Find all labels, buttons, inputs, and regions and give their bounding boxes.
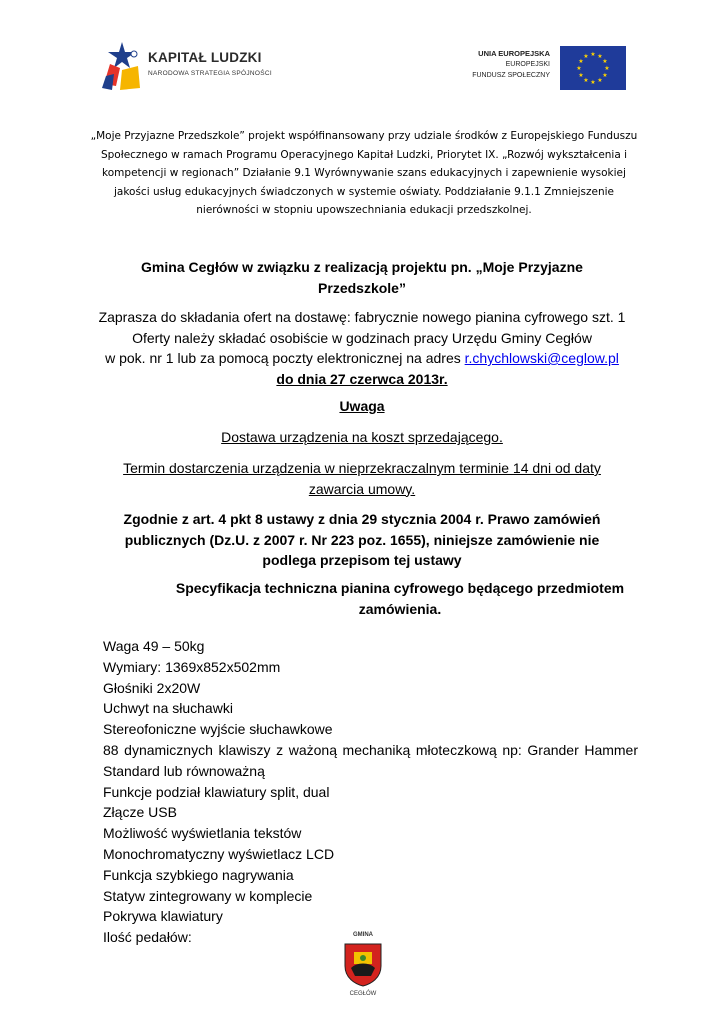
kapital-ludzki-emblem-icon — [100, 40, 144, 92]
eu-logo — [456, 46, 626, 92]
svg-text:★: ★ — [583, 77, 589, 84]
list-item: Stereofoniczne wyjście słuchawkowe — [103, 721, 333, 738]
specification-title: Specyfikacja techniczna pianina cyfrowego będącego przedmiotem zamówienia. — [175, 580, 625, 617]
list-item: Głośniki 2x20W — [103, 679, 201, 696]
list-item: 88 dynamicznych klawiszy z ważoną mechaniką młoteczkową np: Grander Hammer Standard lub równoważną — [103, 741, 638, 779]
list-item: Wymiary: 1369x852x502mm — [103, 658, 281, 675]
invitation-block — [60, 307, 664, 389]
eu-fund-label: FUNDUSZ SPOŁECZNY — [472, 72, 550, 79]
crest-shield-icon — [343, 942, 383, 988]
list-item: Uchwyt na słuchawki — [103, 700, 233, 717]
notice-title: Uwaga — [339, 398, 385, 414]
kapital-ludzki-subtitle: NARODOWA STRATEGIA SPÓJNOŚCI — [148, 70, 272, 77]
list-item: Funkcja szybkiego nagrywania — [103, 866, 294, 883]
eu-union-label: UNIA EUROPEJSKA — [478, 49, 550, 58]
crest-top-label: GMINA — [353, 932, 373, 938]
email-link[interactable]: r.chychlowski@ceglow.pl — [464, 350, 619, 366]
list-item: Monochromatyczny wyświetlacz LCD — [103, 845, 335, 862]
eu-flag-icon — [560, 46, 626, 90]
svg-text:★: ★ — [583, 53, 589, 60]
invitation-line-2: Oferty należy składać osobiście w godzinach pracy Urzędu Gminy Cegłów — [132, 329, 592, 346]
list-item: Możliwość wyświetlania tekstów — [103, 825, 302, 842]
delivery-term-notice: Termin dostarczenia urządzenia w nieprzekraczalnym terminie 14 dni od daty zawarcia umowy. — [123, 460, 601, 497]
svg-text:★: ★ — [590, 51, 596, 58]
svg-text:★: ★ — [590, 79, 596, 86]
list-item: Funkcje podział klawiatury split, dual — [103, 783, 330, 800]
kapital-ludzki-title: KAPITAŁ LUDZKI — [148, 50, 262, 65]
invitation-address-text: w pok. nr 1 lub za pomocą poczty elektronicznej na adres — [105, 350, 461, 366]
gmina-ceglow-crest — [334, 932, 392, 1004]
legal-basis-paragraph: Zgodnie z art. 4 pkt 8 ustawy z dnia 29 stycznia 2004 r. Prawo zamówień publicznych (Dz.U. z 2007 r. Nr 223 poz. 1655), niniejsze zamówienie nie podlega przepisom tej ustawy — [123, 511, 601, 568]
delivery-notice: Dostawa urządzenia na koszt sprzedającego. — [221, 429, 503, 445]
crest-bottom-label: CEGŁÓW — [349, 991, 377, 997]
announcement-heading: Gmina Cegłów w związku z realizacją projektu pn. „Moje Przyjazne Przedszkole” — [141, 259, 583, 296]
svg-text:★: ★ — [604, 65, 610, 72]
list-item: Statyw zintegrowany w komplecie — [103, 887, 313, 904]
svg-text:★: ★ — [578, 72, 584, 79]
svg-text:★: ★ — [602, 58, 608, 65]
svg-text:★: ★ — [597, 53, 603, 60]
invitation-line-3 — [60, 348, 664, 369]
project-intro-paragraph: „Moje Przyjazne Przedszkole” projekt współfinansowany przy udziale środków z Europejskiego Funduszu Społecznego w ramach Programu Operacyjnego Kapitał Ludzki, Priorytet IX. „Rozwój wykształcenia i kompetencji w regionach” Działanie 9.1 Wyrównywanie szans edukacyjnych i zapewnienie wysokiej jakości usług edukacyjnych świadczonych w systemie oświaty. Poddziałanie 9.1.1 Zmniejszenie nierówności w stopniu upowszechniania edukacji przedszkolnej. — [90, 130, 638, 217]
eu-logo-text — [472, 48, 550, 81]
svg-text:★: ★ — [578, 58, 584, 65]
list-item: Ilość pedałów: — [103, 929, 192, 946]
invitation-line-1: Zaprasza do składania ofert na dostawę: fabrycznie nowego pianina cyfrowego szt. 1 — [98, 309, 626, 325]
eu-european-label: EUROPEJSKI — [505, 61, 550, 68]
list-item: Złącze USB — [103, 804, 177, 821]
list-item: Waga 49 – 50kg — [103, 638, 205, 654]
specification-list — [103, 636, 638, 948]
svg-text:★: ★ — [602, 72, 608, 79]
list-item: Pokrywa klawiatury — [103, 908, 223, 925]
svg-text:★: ★ — [597, 77, 603, 84]
svg-text:★: ★ — [576, 65, 582, 72]
kapital-ludzki-logo — [100, 40, 300, 92]
deadline-text: do dnia 27 czerwca 2013r. — [276, 370, 448, 387]
